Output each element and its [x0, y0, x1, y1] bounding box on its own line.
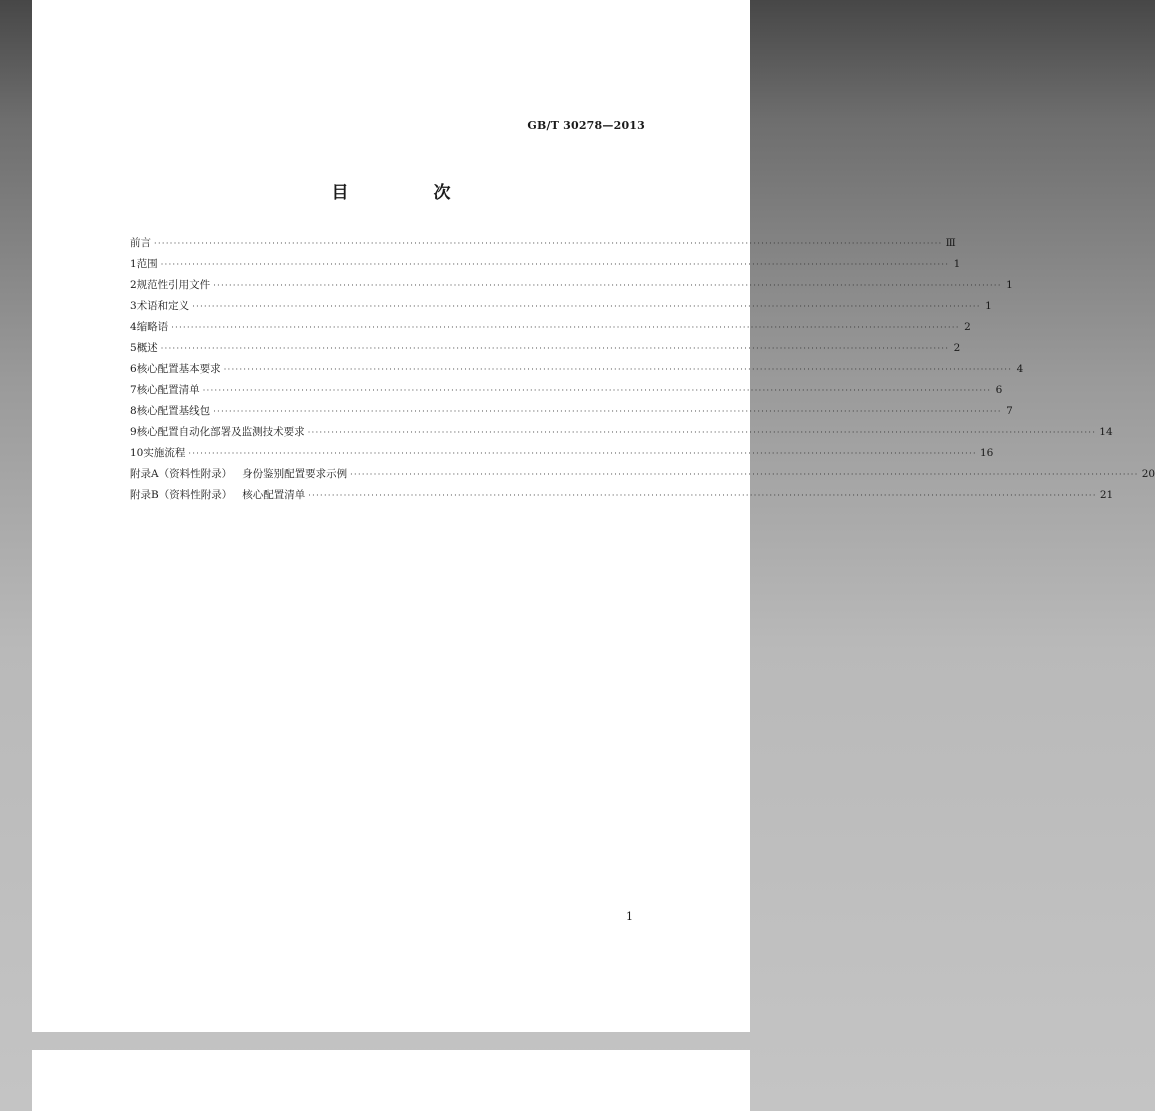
toc-entry-number: 9: [130, 426, 137, 438]
toc-leader: ········································································································································································································: [202, 386, 992, 395]
toc-leader: ········································································································································································································: [213, 281, 1002, 290]
toc-entry-page: 16: [979, 447, 994, 459]
toc-entry-3[interactable]: [130, 296, 992, 317]
toc-entry-number: 1: [130, 258, 137, 270]
toc-leader: ········································································································································································································: [171, 323, 960, 332]
toc-entry-8[interactable]: [130, 401, 1013, 422]
toc-leader: ········································································································································································································: [154, 239, 943, 248]
toc-entry-foreword[interactable]: [130, 233, 956, 254]
toc-entry-7[interactable]: [130, 380, 1003, 401]
toc-entry-number: 5: [130, 342, 137, 354]
toc-entry-page: 20: [1141, 468, 1155, 480]
toc-entry-page: 2: [964, 321, 971, 333]
toc-entry-annex-a[interactable]: [130, 464, 1155, 485]
toc-entry-label: 实施流程: [143, 447, 186, 459]
toc-entry-label: 核心配置清单: [242, 489, 306, 501]
toc-entry-page: 4: [1016, 363, 1024, 375]
page-number: 1: [626, 910, 633, 923]
toc-leader: ········································································································································································································: [308, 491, 1097, 500]
document-page: [32, 0, 1155, 1032]
toc-leader: ········································································································································································································: [223, 365, 1013, 374]
toc-entry-label: 术语和定义: [136, 300, 190, 312]
toc-leader: ········································································································································································································: [160, 344, 950, 353]
toc-entry-label: 范围: [136, 258, 158, 270]
toc-entry-label: 核心配置基本要求: [136, 363, 221, 375]
toc-entry-label: 前言: [130, 237, 151, 249]
toc-entry-1[interactable]: [130, 254, 961, 275]
toc-leader: ········································································································································································································: [213, 407, 1002, 416]
toc-entry-number: 3: [130, 300, 137, 312]
toc-leader: ········································································································································································································: [188, 449, 977, 458]
toc-entry-label: 概述: [136, 342, 158, 354]
toc-entry-annex-b[interactable]: [130, 485, 1114, 506]
toc-entry-page: 1: [985, 300, 992, 312]
toc-entry-2[interactable]: [130, 275, 1013, 296]
toc-entry-number: 2: [130, 279, 137, 291]
toc-entry-5[interactable]: [130, 338, 961, 359]
toc-entry-number: 10: [130, 447, 144, 459]
toc-annex-id: 附录B（资料性附录）: [130, 489, 233, 501]
toc-entry-4[interactable]: [130, 317, 971, 338]
toc-entry-label: 核心配置清单: [136, 384, 200, 396]
toc-entry-page: 6: [995, 384, 1003, 396]
toc-entry-page: 2: [953, 342, 961, 354]
toc-title: 目 次: [331, 183, 485, 203]
toc-entry-label: 核心配置基线包: [136, 405, 211, 417]
toc-entry-page: 21: [1099, 489, 1114, 501]
toc-entry-6[interactable]: [130, 359, 1024, 380]
toc-leader: ········································································································································································································: [307, 428, 1097, 437]
toc-entry-9[interactable]: [130, 422, 1113, 443]
toc-entry-page: 14: [1099, 426, 1113, 438]
toc-entry-10[interactable]: [130, 443, 994, 464]
toc-entry-number: 7: [130, 384, 137, 396]
toc-entry-number: 6: [130, 363, 137, 375]
toc-leader: ········································································································································································································: [350, 470, 1139, 479]
toc-entry-page: 7: [1006, 405, 1013, 417]
toc-entry-label: 核心配置自动化部署及监测技术要求: [136, 426, 305, 438]
standard-number: GB/T 30278—2013: [527, 119, 645, 132]
toc-entry-number: 4: [130, 321, 137, 333]
toc-entry-number: 8: [130, 405, 137, 417]
toc-entry-label: 身份鉴别配置要求示例: [242, 468, 348, 480]
next-document-page: [32, 1050, 750, 1111]
toc-entry-label: 缩略语: [136, 321, 169, 333]
toc-entry-page: 1: [1006, 279, 1013, 291]
toc-leader: ········································································································································································································: [160, 260, 950, 269]
toc-entry-label: 规范性引用文件: [136, 279, 211, 291]
toc-annex-id: 附录A（资料性附录）: [130, 468, 233, 480]
table-of-contents: [130, 233, 1155, 506]
toc-entry-page: Ⅲ: [945, 237, 956, 249]
toc-entry-page: 1: [953, 258, 961, 270]
toc-leader: ········································································································································································································: [192, 302, 981, 311]
